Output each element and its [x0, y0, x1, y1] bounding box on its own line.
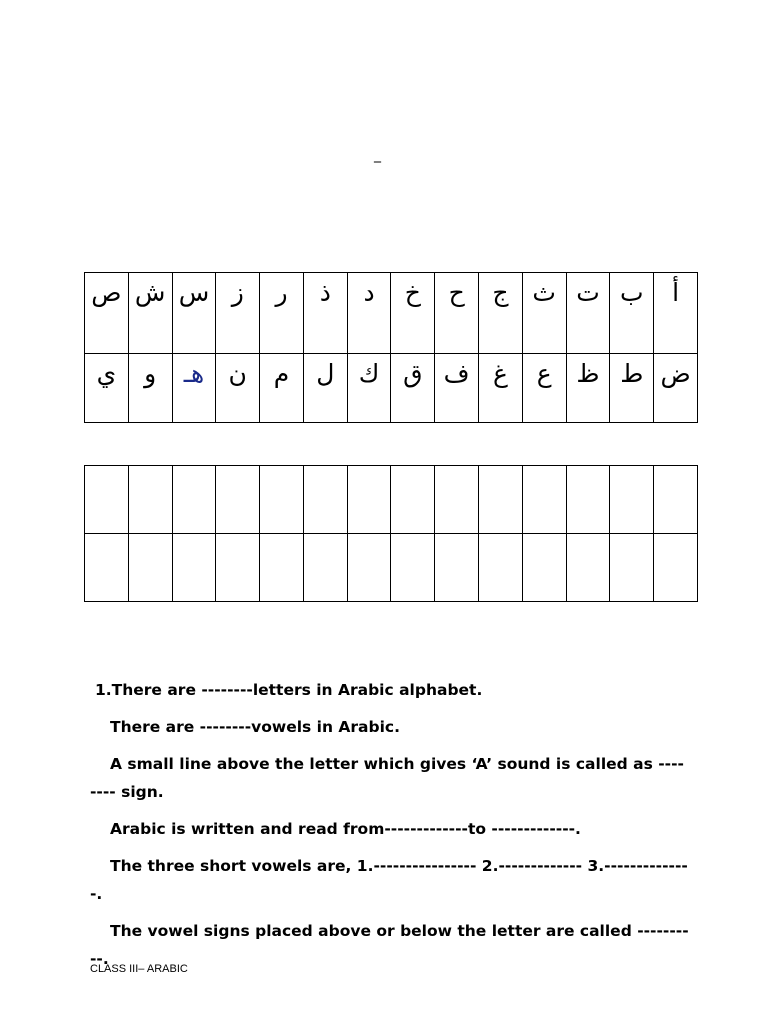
alphabet-cell [216, 273, 260, 354]
arabic-letter: ر [275, 278, 288, 307]
alphabet-cell [172, 273, 216, 354]
practice-cell [128, 534, 172, 602]
alphabet-cell [522, 354, 566, 423]
alphabet-cell [260, 354, 304, 423]
alphabet-cell [566, 273, 610, 354]
practice-cell [654, 466, 698, 534]
top-dash-mark: _ [374, 147, 381, 163]
alphabet-cell [479, 273, 523, 354]
question-2: There are --------vowels in Arabic. [110, 718, 400, 736]
practice-cell [610, 534, 654, 602]
arabic-alphabet-table [84, 272, 698, 423]
practice-cell [479, 466, 523, 534]
arabic-letter: ن [228, 359, 247, 388]
question-list [90, 676, 690, 982]
alphabet-row-1 [85, 273, 698, 354]
alphabet-cell [303, 273, 347, 354]
alphabet-cell [435, 354, 479, 423]
alphabet-cell [610, 273, 654, 354]
arabic-letter: خ [404, 278, 421, 307]
arabic-letter: ك [358, 359, 380, 388]
practice-cell [391, 534, 435, 602]
arabic-letter: ل [316, 359, 335, 388]
arabic-letter: ب [619, 278, 644, 307]
practice-cell [172, 534, 216, 602]
arabic-letter: ي [96, 359, 117, 388]
question-5: The three short vowels are, 1.---------------- 2.------------- 3.--------------. [90, 857, 688, 903]
question-4: Arabic is written and read from-------------to -------------. [110, 820, 581, 838]
question-3: A small line above the letter which gives ‘A’ sound is called as -------- sign. [90, 755, 684, 801]
arabic-letter: د [363, 278, 375, 307]
practice-cell [522, 466, 566, 534]
practice-cell [566, 466, 610, 534]
practice-cell [610, 466, 654, 534]
practice-cell [435, 466, 479, 534]
alphabet-cell [610, 354, 654, 423]
page-footer: CLASS III– ARABIC [90, 963, 188, 975]
practice-row-2 [85, 534, 698, 602]
alphabet-cell [303, 354, 347, 423]
alphabet-cell [128, 273, 172, 354]
alphabet-cell [435, 273, 479, 354]
alphabet-cell [85, 273, 129, 354]
alphabet-cell [522, 273, 566, 354]
practice-cell [654, 534, 698, 602]
arabic-letter: ص [91, 278, 122, 307]
practice-cell [303, 466, 347, 534]
arabic-letter: س [178, 278, 210, 307]
arabic-letter: ش [134, 278, 166, 307]
arabic-letter: ذ [319, 278, 331, 307]
arabic-letter: ض [660, 359, 691, 388]
alphabet-cell [654, 273, 698, 354]
practice-cell [260, 466, 304, 534]
practice-cell [128, 466, 172, 534]
arabic-letter: ق [403, 359, 423, 388]
question-6: The vowel signs placed above or below the letter are called ----------. [90, 922, 689, 968]
arabic-letter: ج [492, 278, 509, 307]
arabic-letter: ث [532, 278, 556, 307]
writing-practice-table [84, 465, 698, 602]
practice-row-1 [85, 466, 698, 534]
alphabet-cell [654, 354, 698, 423]
practice-cell [172, 466, 216, 534]
practice-cell [391, 466, 435, 534]
alphabet-cell [216, 354, 260, 423]
arabic-letter: ح [448, 278, 465, 307]
alphabet-cell [391, 273, 435, 354]
practice-cell [522, 534, 566, 602]
practice-cell [479, 534, 523, 602]
alphabet-row-2 [85, 354, 698, 423]
alphabet-cell [391, 354, 435, 423]
practice-cell [347, 534, 391, 602]
arabic-letter: ف [443, 359, 470, 388]
arabic-letter: ز [231, 278, 244, 307]
practice-cell [566, 534, 610, 602]
alphabet-cell [566, 354, 610, 423]
alphabet-cell [172, 354, 216, 423]
alphabet-cell [128, 354, 172, 423]
arabic-letter: ت [576, 278, 600, 307]
practice-cell [216, 466, 260, 534]
practice-cell [85, 466, 129, 534]
arabic-letter: و [144, 359, 157, 388]
arabic-letter: ع [536, 359, 552, 388]
question-1: 1.There are --------letters in Arabic alphabet. [95, 681, 483, 699]
practice-cell [347, 466, 391, 534]
alphabet-cell [347, 273, 391, 354]
alphabet-cell [260, 273, 304, 354]
arabic-letter: م [273, 359, 290, 388]
alphabet-cell [347, 354, 391, 423]
practice-cell [435, 534, 479, 602]
alphabet-cell [479, 354, 523, 423]
practice-cell [85, 534, 129, 602]
arabic-letter: ط [620, 359, 644, 388]
arabic-letter: أ [672, 278, 680, 307]
arabic-letter: ظ [576, 359, 600, 388]
practice-cell [260, 534, 304, 602]
arabic-letter: غ [492, 359, 508, 388]
practice-cell [216, 534, 260, 602]
arabic-letter-highlighted: هـ [183, 359, 205, 388]
practice-cell [303, 534, 347, 602]
alphabet-cell [85, 354, 129, 423]
